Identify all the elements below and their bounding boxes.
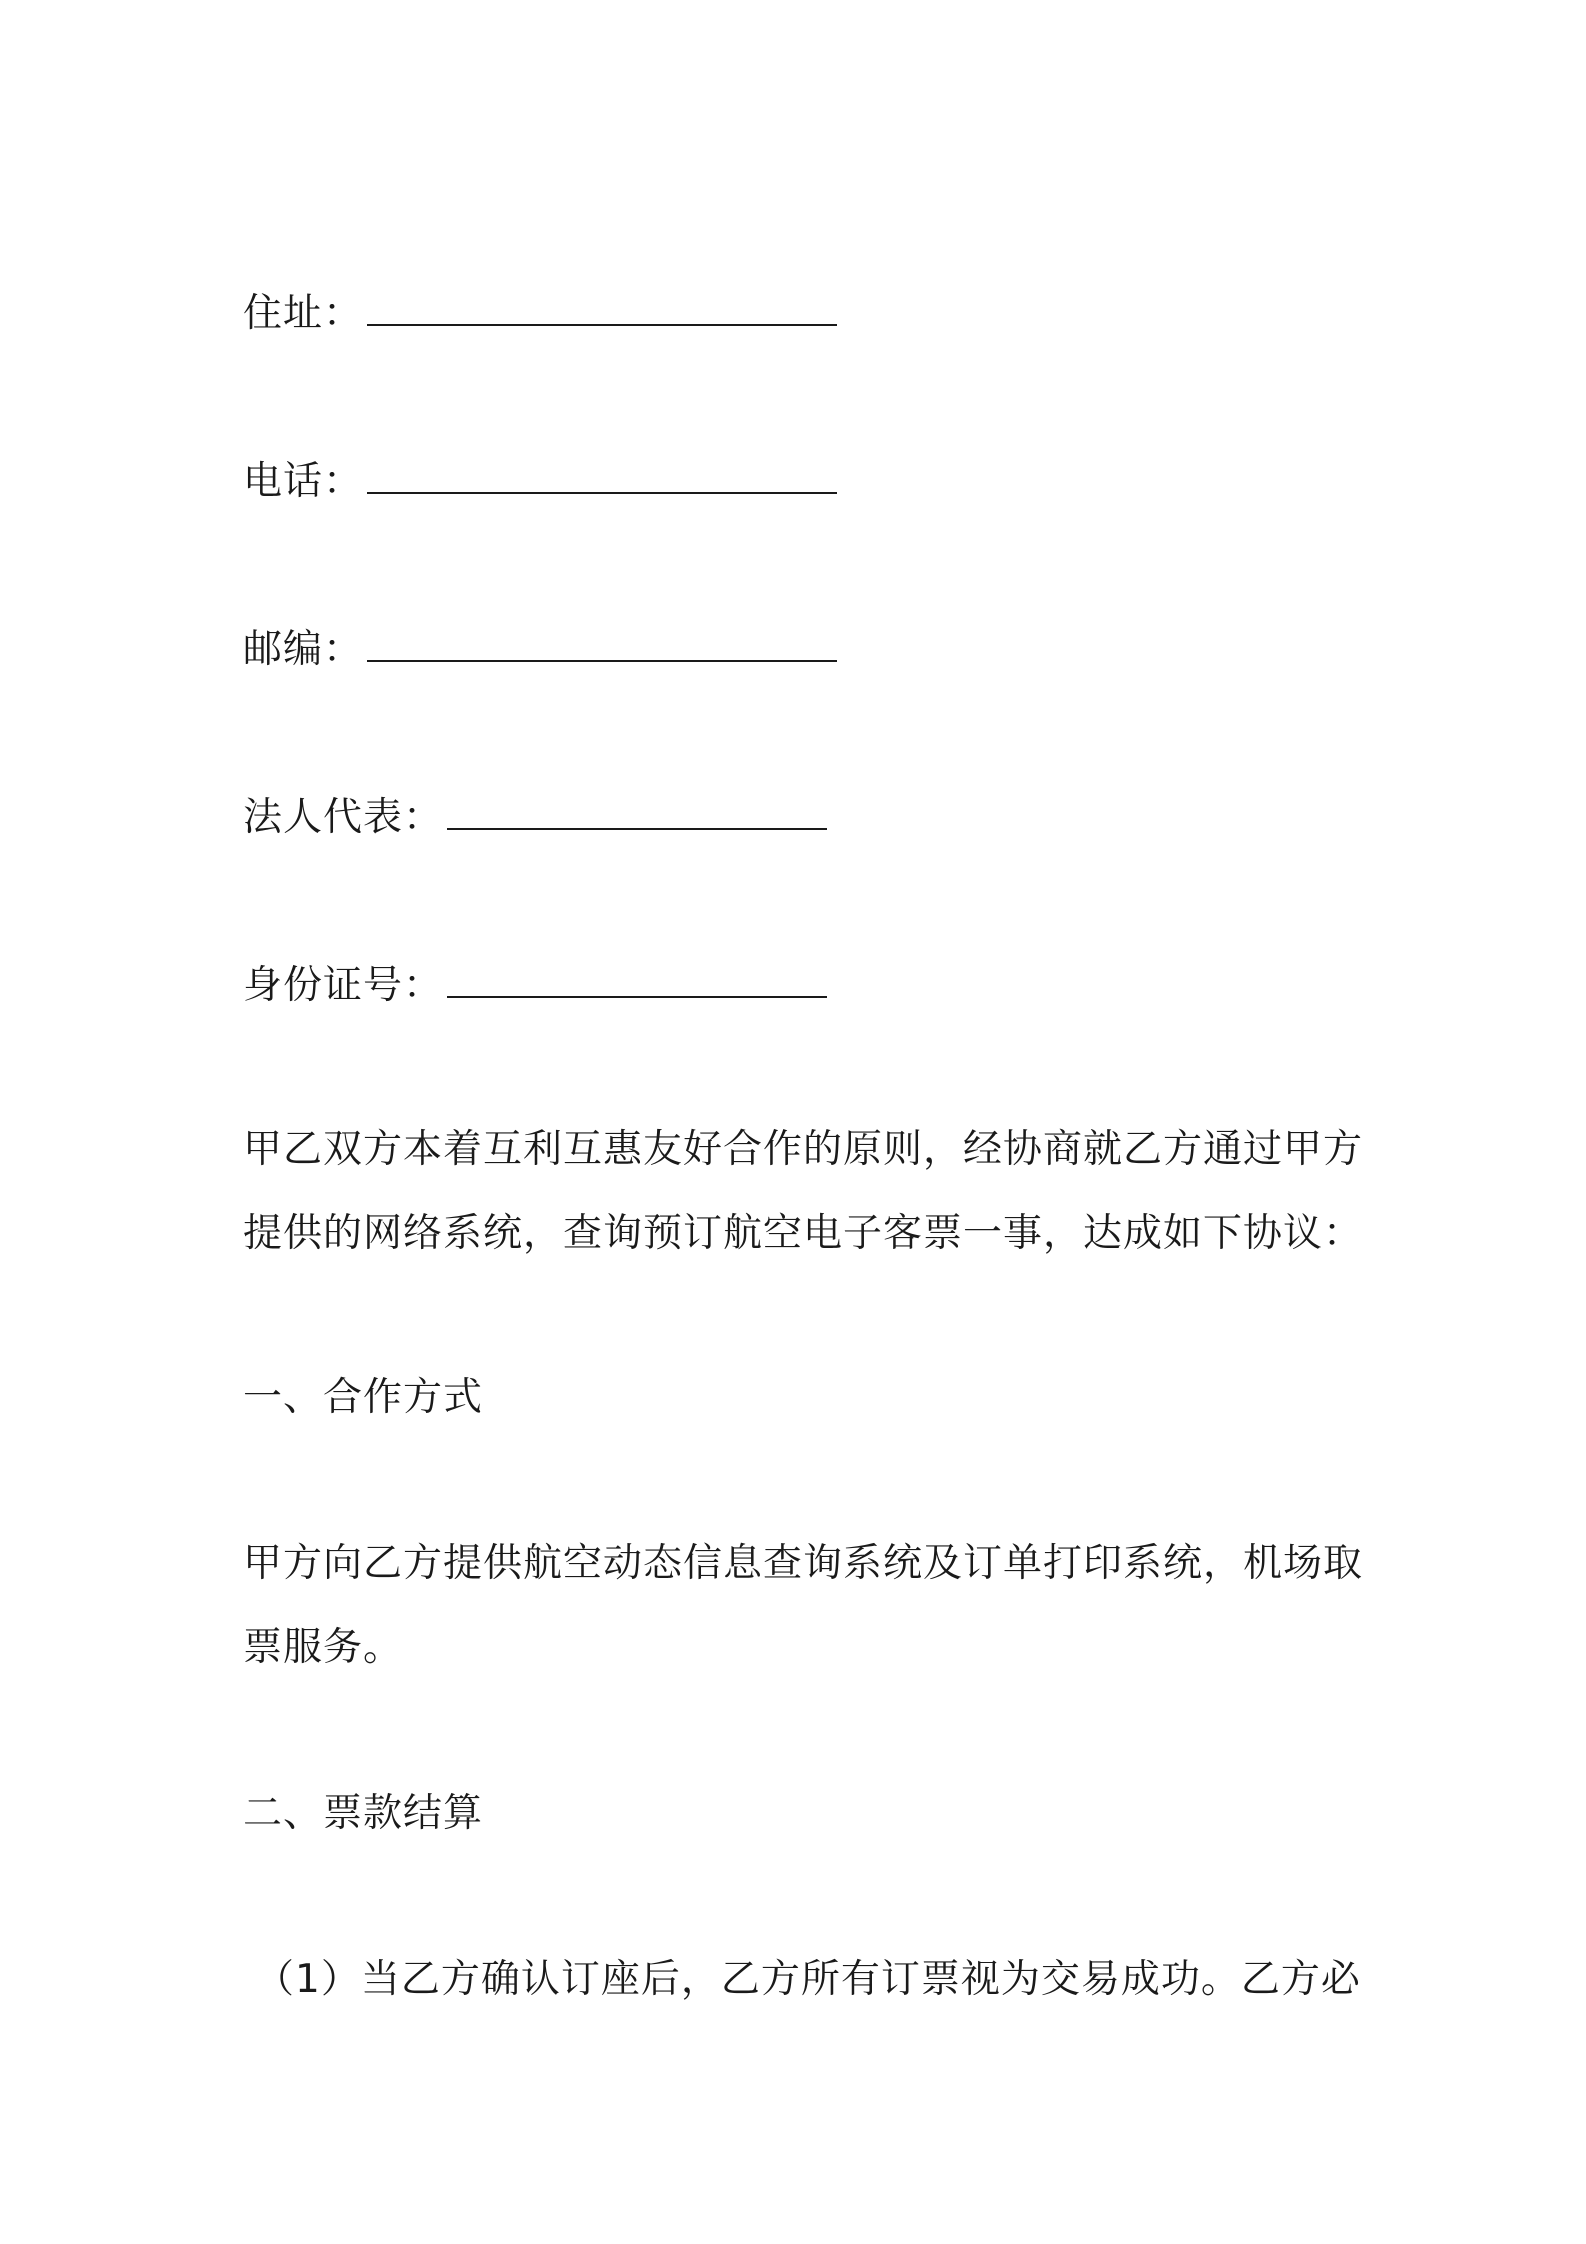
address-label: 住址： [243,291,364,336]
legal-rep-blank-line[interactable] [447,798,827,830]
phone-label: 电话： [243,459,364,504]
postcode-field-row [243,626,837,674]
phone-blank-line[interactable] [367,462,837,494]
address-field-row [243,290,837,338]
section-1-line-2: 票服务。 [243,1625,404,1670]
section-1-heading: 一、合作方式 [243,1375,484,1420]
id-number-blank-line[interactable] [447,966,827,998]
id-number-label: 身份证号： [243,963,444,1008]
preamble-line-1: 甲乙双方本着互利互惠友好合作的原则，经协商就乙方通过甲方 [243,1127,1364,1172]
id-number-field-row [243,962,827,1010]
phone-field-row [243,458,837,506]
section-2-heading: 二、票款结算 [243,1791,484,1836]
postcode-label: 邮编： [243,627,364,672]
address-blank-line[interactable] [367,294,837,326]
section-2-item-1-line-1: （1）当乙方确认订座后，乙方所有订票视为交易成功。乙方必 [255,1957,1361,2002]
legal-rep-label: 法人代表： [243,795,444,840]
preamble-line-2: 提供的网络系统，查询预订航空电子客票一事，达成如下协议： [243,1211,1364,1256]
section-1-line-1: 甲方向乙方提供航空动态信息查询系统及订单打印系统，机场取 [243,1541,1364,1586]
legal-rep-field-row [243,794,827,842]
postcode-blank-line[interactable] [367,630,837,662]
